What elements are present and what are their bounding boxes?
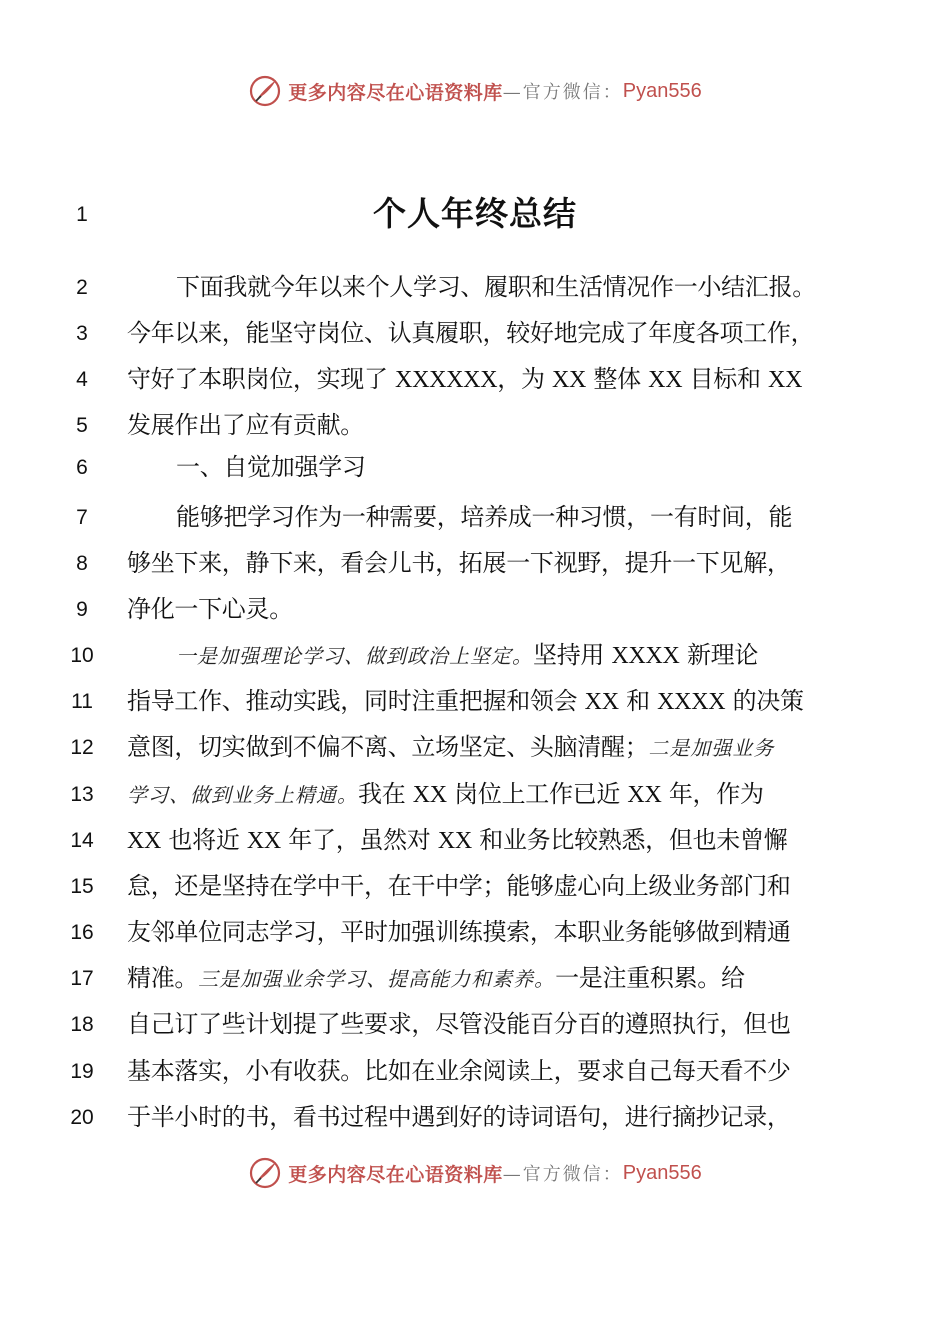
line-number: 15 [70,875,94,898]
text-line: 一是加强理论学习、做到政治上坚定。坚持用 XXXX 新理论 [176,641,759,669]
line-number: 18 [70,1013,94,1036]
quill-logo-icon [248,74,282,108]
text-line: 指导工作、推动实践，同时注重把握和领会 XX 和 XXXX 的决策 [127,687,804,715]
text-line: 友邻单位同志学习，平时加强训练摸索，本职业务能够做到精通 [127,918,791,946]
text-line: 自己订了些计划提了些要求，尽管没能百分百的遵照执行，但也 [127,1010,791,1038]
subheading-2: 二是加强业务 [648,736,775,760]
line-number: 1 [76,203,88,226]
text-line: 怠，还是坚持在学中干，在干中学；能够虚心向上级业务部门和 [127,872,791,900]
text-line: 发展作出了应有贡献。 [127,411,364,439]
quill-logo-icon [248,1156,282,1190]
line-number: 11 [71,690,93,713]
line-number: 16 [70,921,94,944]
line-number: 7 [76,506,88,529]
line-number: 9 [76,598,88,621]
line-number: 17 [70,967,94,990]
banner-wechat-id: Pyan556 [622,79,702,102]
banner-subtitle: —官方微信： [502,1164,623,1185]
text-line: 学习、做到业务上精通。我在 XX 岗位上工作已近 XX 年，作为 [127,780,764,808]
section-heading: 一、自觉加强学习 [176,453,366,481]
line-number: 6 [76,456,88,479]
text-line: 守好了本职岗位，实现了 XXXXXX，为 XX 整体 XX 目标和 XX [127,365,803,393]
banner-title: 更多内容尽在心语资料库 [288,1163,503,1186]
subheading-2-cont: 学习、做到业务上精通。 [127,783,358,807]
banner-wechat-id: Pyan556 [622,1161,702,1184]
banner-subtitle: —官方微信： [502,82,623,103]
banner-title: 更多内容尽在心语资料库 [288,81,503,104]
footer-banner [0,1156,950,1190]
text-line: XX 也将近 XX 年了，虽然对 XX 和业务比较熟悉，但也未曾懈 [127,826,788,854]
text-line: 基本落实，小有收获。比如在业余阅读上，要求自己每天看不少 [127,1057,791,1085]
text-line: 意图，切实做到不偏不离、立场坚定、头脑清醒；二是加强业务 [127,733,775,761]
line-number: 4 [76,368,88,391]
text-line: 净化一下心灵。 [127,595,293,623]
text-line: 能够把学习作为一种需要，培养成一种习惯，一有时间，能 [176,503,793,531]
line-number: 12 [70,736,94,759]
line-number: 2 [76,276,88,299]
subheading-3: 三是加强业余学习、提高能力和素养。 [198,967,556,991]
text-line: 下面我就今年以来个人学习、履职和生活情况作一小结汇报。 [176,273,816,301]
line-number: 3 [76,322,88,345]
text-line: 于半小时的书，看书过程中遇到好的诗词语句，进行摘抄记录， [127,1103,791,1131]
header-banner [0,74,950,108]
line-number: 13 [70,783,94,806]
line-number: 20 [70,1106,94,1129]
text-line: 今年以来，能坚守岗位、认真履职，较好地完成了年度各项工作， [127,319,815,347]
text-line: 精准。三是加强业余学习、提高能力和素养。一是注重积累。给 [127,964,745,992]
line-number: 14 [70,829,94,852]
line-number: 8 [76,552,88,575]
line-number: 10 [70,644,94,667]
document-title: 个人年终总结 [373,194,577,233]
line-number: 19 [70,1060,94,1083]
text-line: 够坐下来，静下来，看会儿书，拓展一下视野，提升一下见解， [127,549,791,577]
subheading-1: 一是加强理论学习、做到政治上坚定。 [176,644,533,668]
line-number: 5 [76,414,88,437]
